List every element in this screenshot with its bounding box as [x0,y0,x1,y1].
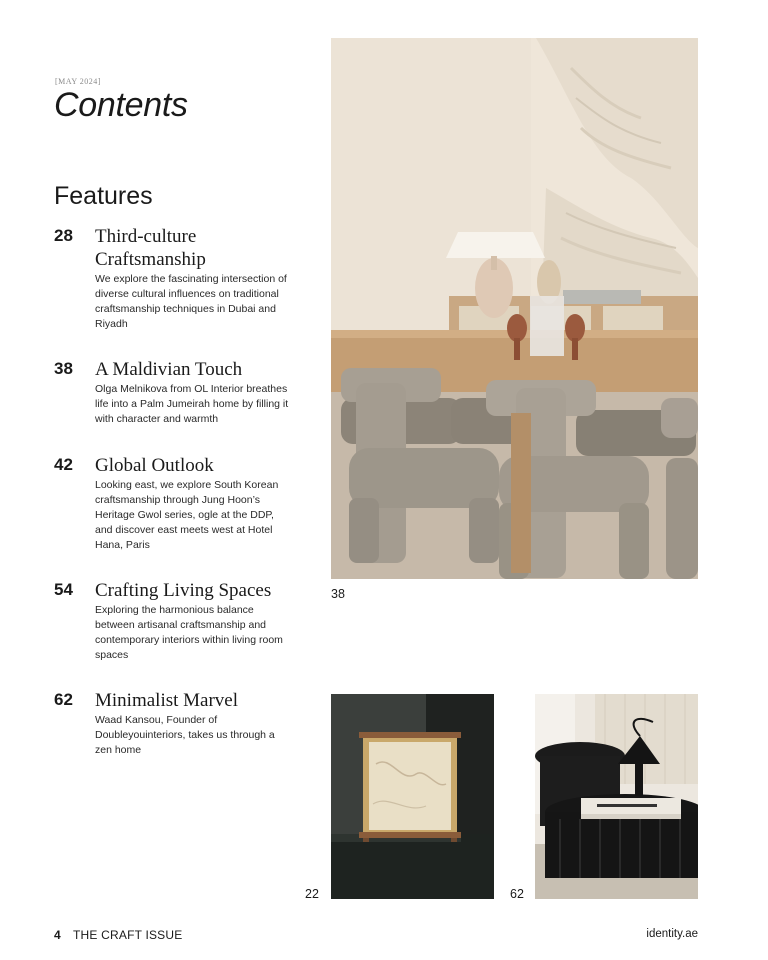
entry-description: Looking east, we explore South Korean craftsmanship through Jung Hoon’s Heritage Gwol series, ogle at the DDP, and discover east meets west at Hotel Hana, Paris [95,479,279,551]
entry-description: We explore the fascinating intersection of diverse cultural influences on traditional craftsmanship techniques in Dubai and Riyadh [95,273,287,330]
entry-description: Waad Kansou, Founder of Doubleyouinteriors, takes us through a zen home [95,714,275,756]
issue-date: [MAY 2024] [55,77,101,86]
entry-title[interactable]: Crafting Living Spaces [95,580,272,601]
footer-page-number: 4 [54,928,61,942]
lamp-photo[interactable] [331,694,494,899]
entry-page-number: 38 [54,359,73,378]
page-title: Contents [54,86,188,124]
entry-title[interactable]: A Maldivian Touch [95,359,243,380]
footer-issue-name: THE CRAFT ISSUE [73,928,183,942]
photo-caption: 38 [331,587,345,601]
coffee-table-photo[interactable] [535,694,698,899]
entry-page-number: 62 [54,690,73,709]
photo-caption: 62 [510,887,524,901]
entry-description: Exploring the harmonious balance between artisanal craftsmanship and contemporary interiors within living room spaces [95,604,283,661]
photo-caption: 22 [305,887,319,901]
entry-title[interactable]: Third-culture Craftsmanship [95,226,206,270]
entry-description: Olga Melnikova from OL Interior breathes life into a Palm Jumeirah home by filling it with character and warmth [95,383,289,425]
footer-website-link[interactable]: identity.ae [646,928,698,940]
entry-title[interactable]: Global Outlook [95,455,214,476]
entry-title[interactable]: Minimalist Marvel [95,690,239,711]
entry-page-number: 28 [54,226,73,245]
entry-page-number: 54 [54,580,73,599]
section-title: Features [54,182,153,210]
dining-room-photo[interactable] [331,38,698,579]
entry-page-number: 42 [54,455,73,474]
